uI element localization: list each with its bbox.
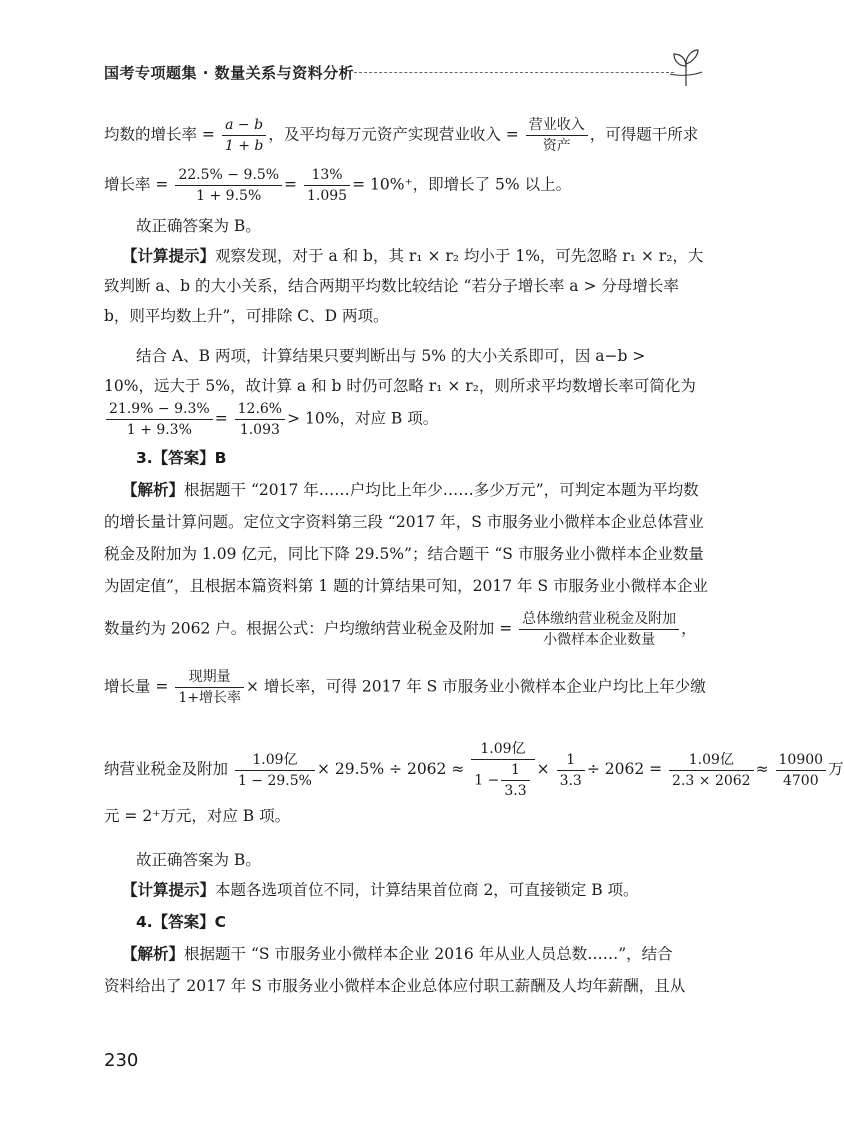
denominator: 资产 [542,138,571,154]
answer-label: 4.【答案】C [136,913,227,931]
q3-analysis-line-8: 元 = 2⁺万元，对应 B 项。 [104,807,291,825]
denominator: 1 + 9.3% [126,422,192,438]
q3-analysis-line-6 [104,668,706,707]
analysis-tag: 【解析】 [122,945,185,963]
text: × 增长率，可得 2017 年 S 市服务业小微样本企业户均比上年少缴 [246,677,706,696]
answer-label: 3.【答案】B [136,449,227,467]
numerator: 1 [557,751,585,771]
text: ≈ [755,760,769,778]
numerator: 13% [304,166,350,186]
leaf-sprout-icon [668,48,704,88]
denominator: 1 + 9.5% [196,188,262,204]
fraction [175,668,244,707]
denominator: 小微样本企业数量 [543,632,656,648]
text: ，可得题干所求 [589,125,699,144]
fraction [222,116,267,155]
fraction [501,761,529,800]
numerator: 1 [501,761,529,781]
text: 1 − [474,772,500,789]
denominator: 3.3 [559,772,582,789]
fraction [519,610,679,649]
q4-analysis-line-2: 资料给出了 2017 年 S 市服务业小微样本企业总体应付职工薪酬及人均年薪酬，且从 [104,977,686,995]
q3-answer-label [136,448,730,468]
fraction [235,400,285,439]
q3-analysis-line-3: 税金及附加为 1.09 亿元，同比下降 29.5%”；结合题干 “S 市服务业小微样本企业数量 [104,545,704,563]
text: 本题各选项首位不同，计算结果首位商 2，可直接锁定 B 项。 [215,881,639,899]
analysis-tag: 【解析】 [122,481,185,499]
numerator: a − b [222,116,267,136]
text: 数量约为 2062 户。根据公式：户均缴纳营业税金及附加 = [104,619,513,638]
text: × 29.5% ÷ 2062 ≈ [316,760,465,778]
text: 观察发现，对于 a 和 b，其 r₁ × r₂ 均小于 1%，可先忽略 r₁ × r₂，大 [215,247,704,265]
numerator: 现期量 [175,668,244,688]
fraction [526,116,588,155]
calc-tip-1-line-3: b，则平均数上升”，可排除 C、D 两项。 [104,307,389,325]
combine-line-1: 结合 A、B 两项，计算结果只要判断出与 5% 的大小关系即可，因 a−b > [136,347,646,365]
calc-tip-tag: 【计算提示】 [122,881,216,899]
q3-analysis-line-4: 为固定值”，且根据本篇资料第 1 题的计算结果可知，2017 年 S 市服务业小微样本企业 [104,577,708,595]
numerator: 1.09亿 [471,740,534,760]
text: ， [681,619,697,638]
fraction [175,166,282,205]
denominator: 1 − 29.5% [237,772,312,789]
q3-answer: 故正确答案为 B。 [136,851,261,869]
denominator: 1.095 [306,188,348,204]
calc-tip-tag: 【计算提示】 [122,247,216,265]
numerator: 10900 [776,751,827,771]
fraction [304,166,350,205]
text: 增长率 = [104,175,169,194]
formula-growth-result [104,166,698,205]
text: ，及平均每万元资产实现营业收入 = [268,125,519,144]
answer-line: 故正确答案为 B。 [136,217,261,235]
text: 根据题干 “S 市服务业小微样本企业 2016 年从业人员总数……”，结合 [184,945,673,963]
combine-formula [104,400,698,439]
fraction [106,400,213,439]
header-rule [354,72,674,73]
q4-analysis-line-1 [122,944,716,964]
calc-tip-1-line-2: 致判断 a、b 的大小关系，结合两期平均数比较结论 “若分子增长率 a > 分母增长率 [104,277,679,295]
text: 根据题干 “2017 年……户均比上年少……多少万元”，可判定本题为平均数 [184,481,699,499]
text: = [214,409,228,428]
header-title: 国考专项题集 · 数量关系与资料分析 [104,64,355,82]
text: 均数的增长率 = [104,125,215,144]
q3-analysis-line-2: 的增长量计算问题。定位文字资料第三段 “2017 年，S 市服务业小微样本企业总体营业 [104,513,704,531]
numerator: 22.5% − 9.5% [175,166,282,186]
denominator: 1 + b [224,138,264,154]
fraction [471,740,534,800]
fraction [776,751,827,790]
numerator: 21.9% − 9.3% [106,400,213,420]
text: 增长量 = [104,677,169,696]
fraction [669,751,754,790]
combine-line-2: 10%，远大于 5%，故计算 a 和 b 时仍可忽略 r₁ × r₂，则所求平均数增长率可简化为 [104,377,696,395]
text: ÷ 2062 = [586,760,663,778]
numerator: 营业收入 [526,116,588,136]
page-header [104,58,704,88]
numerator: 总体缴纳营业税金及附加 [519,610,679,630]
denominator: 2.3 × 2062 [672,772,751,789]
denominator: 1.093 [239,422,280,438]
denominator: 3.3 [504,783,527,799]
page-number: 230 [104,1050,139,1071]
q3-analysis-line-1 [122,480,716,500]
text: 万 [828,760,844,778]
text: × [536,760,550,778]
calc-tip-1-line-1 [122,246,716,266]
q4-answer-label [136,912,730,932]
fraction [557,751,585,790]
fraction [235,751,315,790]
denominator: 1+增长率 [178,690,241,706]
text: = 10%⁺，即增长了 5% 以上。 [352,175,572,194]
q3-calc-tip [122,880,716,900]
formula-growth-definition [104,116,698,155]
denominator [471,760,534,800]
text: 纳营业税金及附加 [104,760,229,778]
denominator: 4700 [782,772,819,789]
q3-analysis-line-5 [104,610,698,649]
text: = [284,175,298,194]
numerator: 1.09亿 [669,751,754,771]
numerator: 1.09亿 [235,751,315,771]
numerator: 12.6% [235,400,285,420]
text: > 10%，对应 B 项。 [287,409,439,428]
